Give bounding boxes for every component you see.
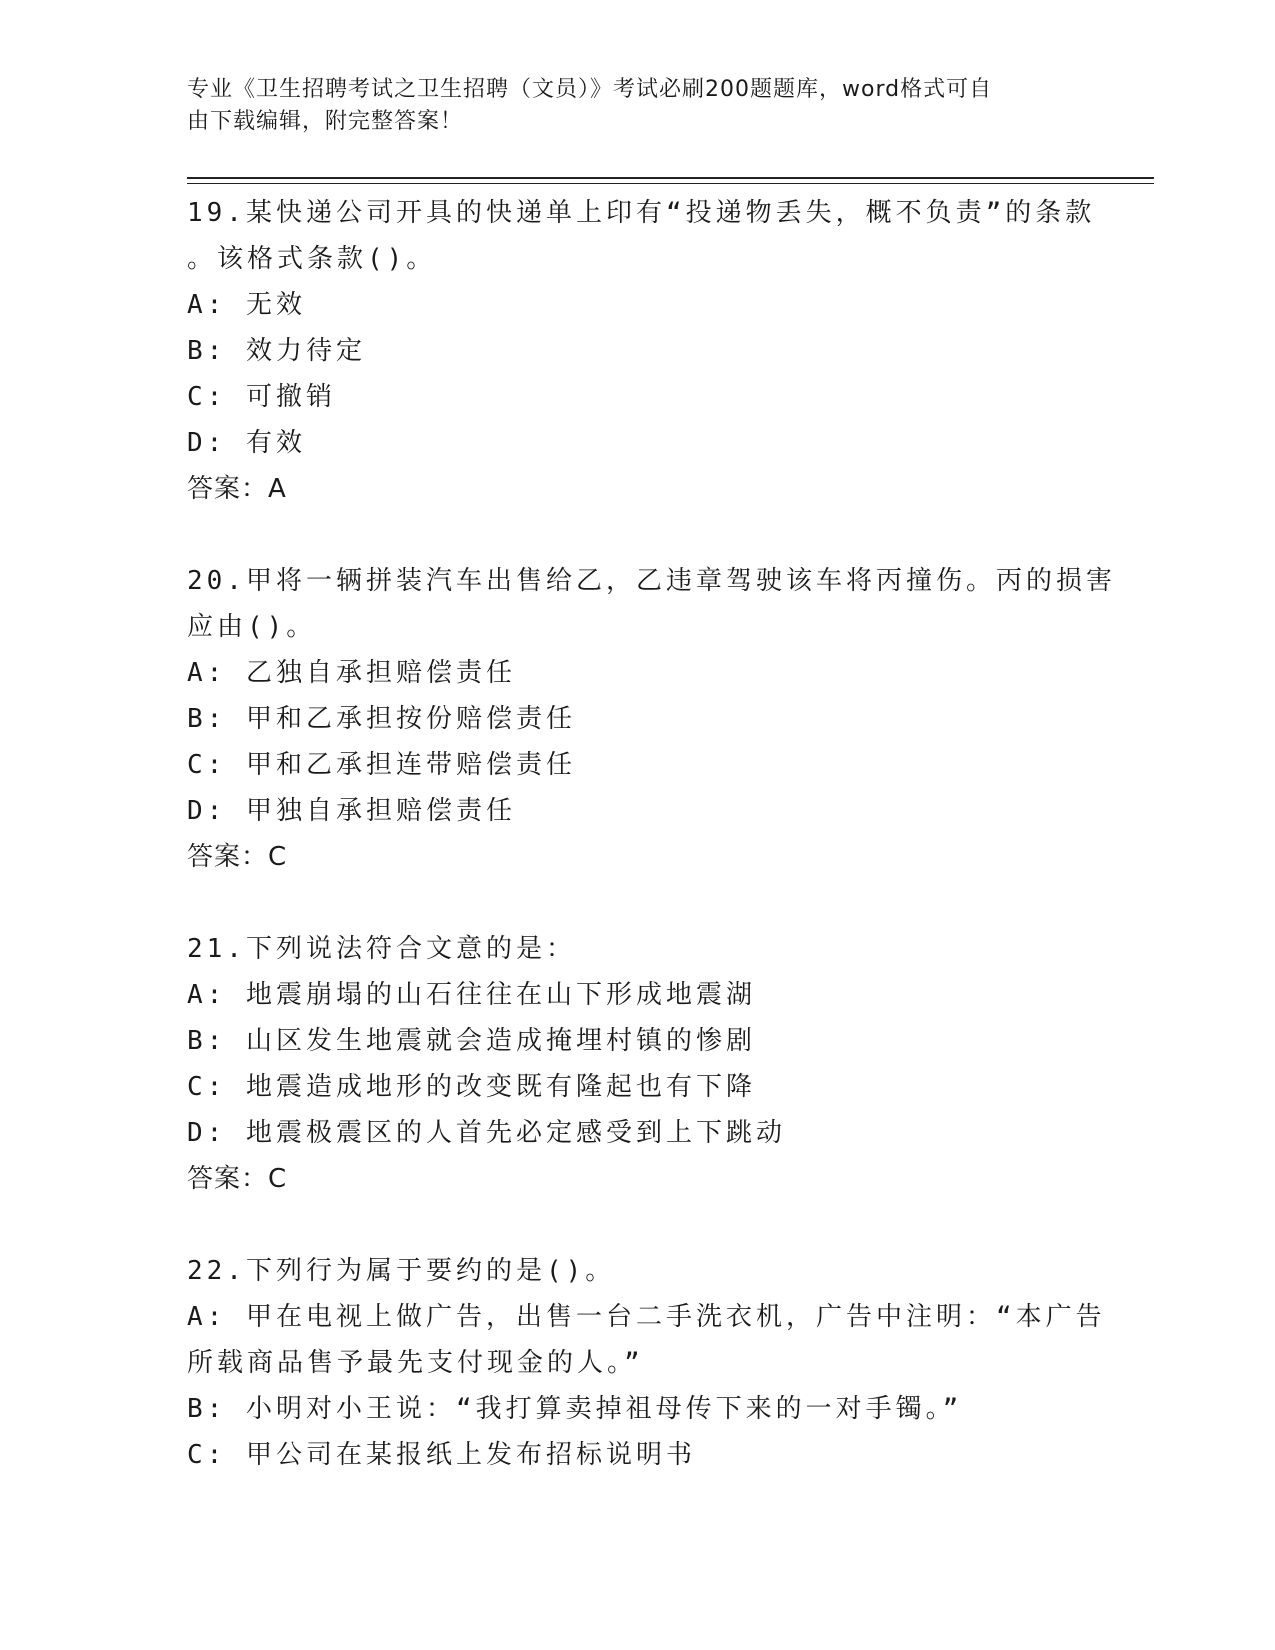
question-stem-line: 19.某快递公司开具的快递单上印有“投递物丢失，概不负责”的条款 <box>187 198 1096 228</box>
spacer <box>187 1202 1087 1248</box>
option-c: C: 甲公司在某报纸上发布招标说明书 <box>187 1440 696 1470</box>
question-stem-line: 21.下列说法符合文意的是： <box>187 934 576 964</box>
option-a: A: 地震崩塌的山石往往在山下形成地震湖 <box>187 980 756 1010</box>
question-22 <box>187 1248 1106 1478</box>
option-d: D: 甲独自承担赔偿责任 <box>187 796 516 826</box>
option-a: A: 无效 <box>187 290 306 320</box>
header-line-2: 由下载编辑，附完整答案！ <box>187 109 464 134</box>
question-19 <box>187 190 1096 512</box>
option-c: C: 可撤销 <box>187 382 336 412</box>
option-b: B: 小明对小王说：“我打算卖掉祖母传下来的一对手镯。” <box>187 1394 963 1424</box>
option-d: D: 地震极震区的人首先必定感受到上下跳动 <box>187 1118 786 1148</box>
header-line-1: 专业《卫生招聘考试之卫生招聘（文员）》考试必刷200题题库，word格式可自 <box>187 77 993 102</box>
option-a: A: 甲在电视上做广告，出售一台二手洗衣机，广告中注明：“本广告 <box>187 1302 1106 1332</box>
question-stem-line: 应由()。 <box>187 612 317 642</box>
option-b: B: 甲和乙承担按份赔偿责任 <box>187 704 576 734</box>
answer-label: 答案：C <box>187 842 288 872</box>
question-stem-line: 20.甲将一辆拼装汽车出售给乙，乙违章驾驶该车将丙撞伤。丙的损害 <box>187 566 1116 596</box>
option-c: C: 地震造成地形的改变既有隆起也有下降 <box>187 1072 756 1102</box>
document-header <box>187 74 1067 138</box>
question-list <box>187 190 1116 1478</box>
header-divider-thin <box>187 183 1154 184</box>
header-divider-thick <box>187 177 1154 179</box>
spacer <box>187 512 1087 558</box>
option-a: A: 乙独自承担赔偿责任 <box>187 658 516 688</box>
answer-label: 答案：C <box>187 1164 288 1194</box>
spacer <box>187 880 1087 926</box>
option-a-continued: 所载商品售予最先支付现金的人。” <box>187 1348 644 1378</box>
question-stem-line: 。该格式条款()。 <box>187 244 437 274</box>
option-b: B: 效力待定 <box>187 336 366 366</box>
option-c: C: 甲和乙承担连带赔偿责任 <box>187 750 576 780</box>
answer-label: 答案：A <box>187 474 287 504</box>
question-21 <box>187 926 1087 1202</box>
option-d: D: 有效 <box>187 428 306 458</box>
question-stem-line: 22.下列行为属于要约的是()。 <box>187 1256 616 1286</box>
option-b: B: 山区发生地震就会造成掩埋村镇的惨剧 <box>187 1026 756 1056</box>
question-20 <box>187 558 1116 880</box>
